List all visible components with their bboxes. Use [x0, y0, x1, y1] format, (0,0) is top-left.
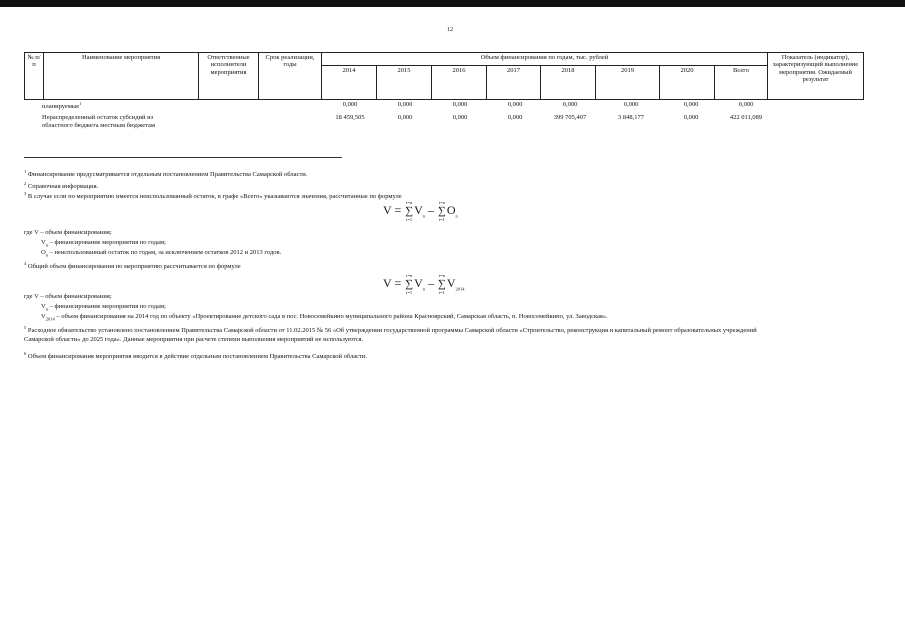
table-cell: 0,000	[397, 114, 413, 121]
table-cell: 0,000	[397, 101, 413, 108]
footnote-text: Финансирование предусматривается отдельным постановлением Правительства Самарской области.	[27, 171, 308, 179]
where-1-c	[41, 249, 281, 257]
var-sub: n	[45, 242, 48, 248]
sum-upper: i=n	[438, 273, 445, 278]
table-cell: 0,000	[683, 101, 699, 108]
sum-lower: i=1	[406, 217, 413, 222]
formula-op: –	[427, 203, 434, 217]
table-cell: 0,000	[342, 101, 358, 108]
formula-term: O	[446, 203, 456, 217]
header-funding: Объем финансирования по годам, тыс. рублей	[322, 53, 768, 66]
table-row-label	[42, 101, 81, 110]
table-cell: 0,000	[507, 114, 523, 121]
footnote-text: Расходное обязательство установлено постановлением Правительства Самарской области от 11.02.2015 № 56 «Об утверждении государственной программы Самарской области «Строительство, реконструкция и капитальный ремонт образовательных учреждений	[27, 327, 757, 335]
table-cell: 399 705,407	[553, 114, 587, 121]
header-year: 2014	[322, 66, 377, 100]
formula-sub: n	[455, 213, 458, 219]
footnote-text: Объем финансирования мероприятия вводится в действие отдельным постановлением Правительства Самарской области.	[27, 353, 367, 361]
var-desc: – финансирование мероприятия по годам;	[47, 303, 166, 310]
footnote-mark: 5	[24, 325, 27, 330]
footnote-3	[24, 191, 402, 200]
header-year: 2016	[432, 66, 487, 100]
formula-lhs: V =	[383, 203, 402, 217]
formula-sub: n	[422, 286, 425, 292]
row-name: планируемые	[42, 103, 80, 111]
footnote-4	[24, 261, 241, 270]
footnote-mark: 2	[24, 181, 27, 186]
where-1-b	[41, 239, 166, 247]
var: V	[41, 239, 46, 246]
var: O	[41, 249, 46, 256]
sum-symbol: ∑ i=n i=1	[405, 273, 414, 295]
var-sub: n	[45, 306, 48, 312]
formula-term: V	[414, 276, 423, 290]
var-desc: – объем финансирования на 2014 год по объекту «Проектирование детского сада в пос. Новосемейкино муниципального района Красноярский, Самарская область, п. Новосемейкино, ул. Заводская».	[54, 313, 608, 320]
table-cell: 0,000	[507, 101, 523, 108]
header-indicator: Показатель (индикатор), характеризующий выполнение мероприятия. Ожидаемый результат	[768, 53, 864, 100]
sum-upper: i=n	[438, 200, 445, 205]
formula-term: V	[414, 203, 423, 217]
where-2: где V – объем финансирования;	[24, 293, 112, 300]
header-name: Наименование мероприятия	[44, 53, 199, 100]
table-row-label	[42, 114, 155, 129]
where-2-b	[41, 303, 166, 311]
where-2-c	[41, 313, 608, 321]
sum-upper: i=n	[406, 273, 413, 278]
var-sub: n	[45, 252, 48, 258]
header-responsible: Ответственные исполнители мероприятия	[199, 53, 259, 100]
footnote-1	[24, 169, 307, 178]
table-cell: 0,000	[623, 101, 639, 108]
footnote-mark: 3	[24, 191, 27, 196]
var: V	[41, 303, 46, 310]
sum-lower: i=1	[406, 290, 413, 295]
footnote-ref: 1	[79, 101, 82, 106]
footnote-mark: 4	[24, 261, 27, 266]
header-year: 2017	[487, 66, 541, 100]
header-year: 2015	[377, 66, 432, 100]
var-sub: 2014	[45, 316, 55, 322]
row-name-cont: областного бюджета местным бюджетам	[42, 122, 156, 129]
footnote-separator	[24, 157, 342, 158]
var-desc: – неиспользованный остаток по годам, за исключением остатков 2012 и 2013 годов.	[47, 249, 282, 256]
sum-symbol: ∑ i=n i=1	[437, 200, 446, 222]
formula-op: –	[427, 276, 434, 290]
formula-lhs: V =	[383, 276, 402, 290]
sum-upper: i=n	[406, 200, 413, 205]
table-cell: 3 848,177	[618, 114, 644, 121]
formula-sub: n	[422, 213, 425, 219]
header-total: Всего	[715, 66, 768, 100]
formula-2	[383, 273, 465, 295]
sum-lower: i=1	[438, 290, 445, 295]
formula-term: V	[446, 276, 456, 290]
header-period: Срок реализации, годы	[259, 53, 322, 100]
table-cell: 0,000	[562, 101, 578, 108]
header-year: 2020	[660, 66, 715, 100]
table-cell: 0,000	[738, 101, 754, 108]
sum-symbol: ∑ i=n i=1	[405, 200, 414, 222]
footnote-mark: 6	[24, 351, 27, 356]
header-num: № п/п	[25, 53, 44, 100]
row-name: Нераспределенный остаток субсидий из	[42, 114, 154, 121]
footnote-5-cont: Самарской области» до 2025 года». Данные мероприятия при расчете степени выполнения мероприятий не используются.	[24, 336, 364, 343]
where-1: где V – объем финансирования;	[24, 229, 112, 236]
footnote-5	[24, 325, 757, 334]
table-cell: 0,000	[452, 101, 468, 108]
header-year: 2019	[596, 66, 660, 100]
top-border	[0, 0, 905, 7]
page-number: 12	[447, 27, 453, 33]
funding-table	[24, 52, 864, 100]
table-cell: 18 459,505	[335, 114, 365, 121]
footnote-text: Справочная информация.	[27, 183, 99, 191]
var: V	[41, 313, 46, 320]
footnote-text: В случае если по мероприятию имеется неиспользованный остаток, в графе «Всего» указываются значения, рассчитанные по формуле	[27, 193, 402, 201]
table-cell: 422 011,089	[729, 114, 763, 121]
header-year: 2018	[541, 66, 596, 100]
sum-lower: i=1	[438, 217, 445, 222]
table-cell: 0,000	[683, 114, 699, 121]
footnote-6	[24, 351, 367, 360]
sum-symbol: ∑ i=n i=1	[437, 273, 446, 295]
formula-sub: 2014	[455, 286, 465, 292]
var-desc: – финансирование мероприятия по годам;	[47, 239, 166, 246]
footnote-2	[24, 181, 98, 190]
footnote-mark: 1	[24, 169, 27, 174]
formula-1	[383, 200, 458, 222]
table-cell: 0,000	[452, 114, 468, 121]
footnote-text: Общий объем финансирования по мероприятию рассчитывается по формуле	[27, 263, 241, 271]
